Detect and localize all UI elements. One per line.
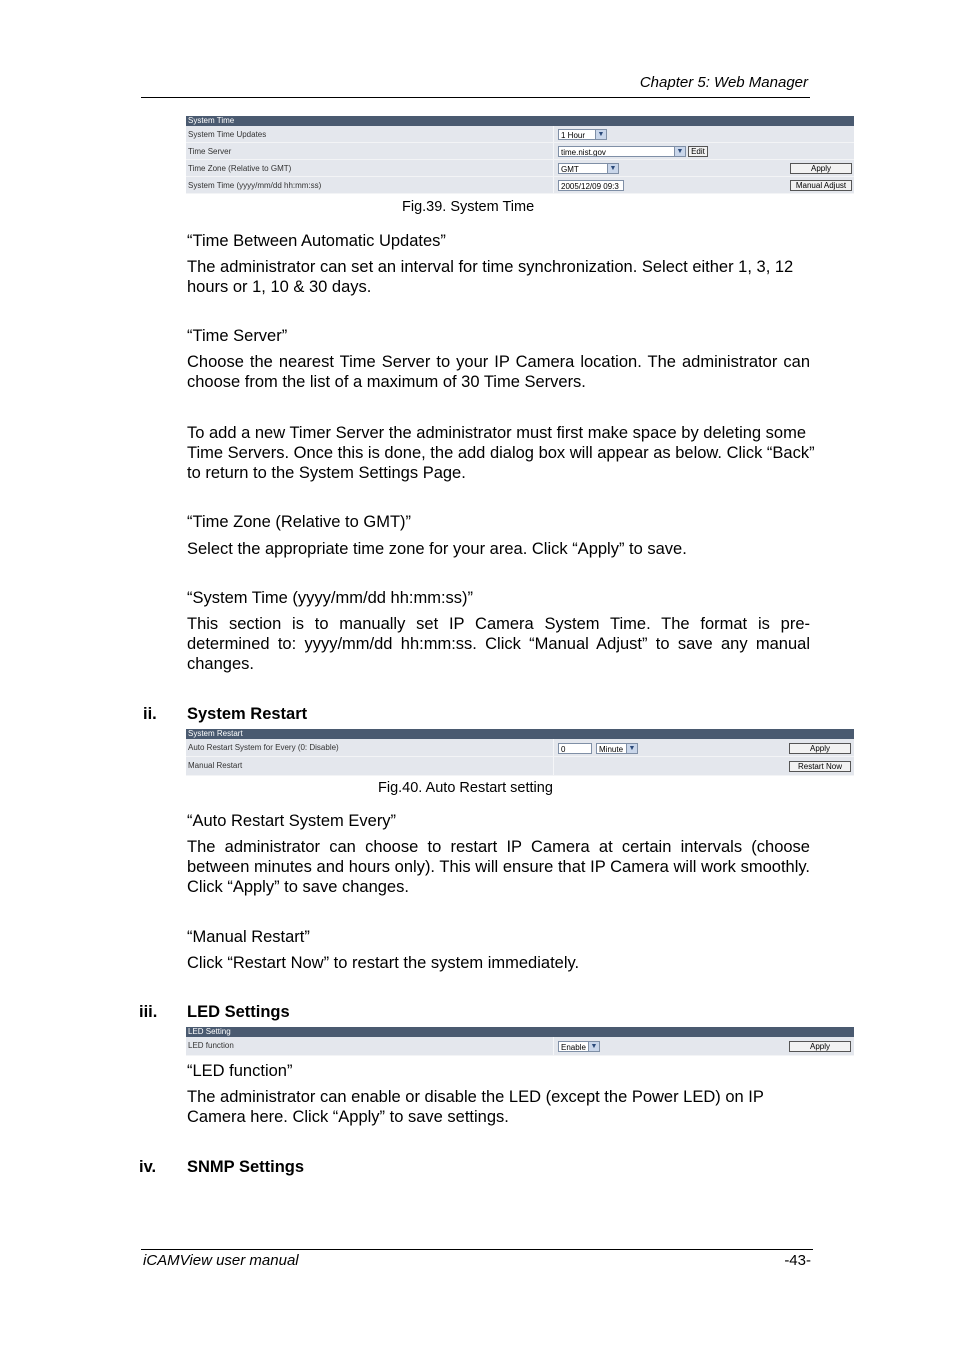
apply-button[interactable]: Apply — [789, 1041, 851, 1052]
zone-title: “Time Zone (Relative to GMT)” — [187, 513, 412, 531]
led-function-body: The administrator can enable or disable the LED (except the Power LED) on IP Camera here. Click “Apply” to save settings. — [187, 1088, 764, 1126]
footer-manual-title: iCAMView user manual — [143, 1252, 299, 1269]
add-server-body: To add a new Timer Server the administrator must first make space by deleting some Time Servers. Once this is done, the add dialog box will appear as below. Click “Back” to return to the System Settings Page. — [187, 424, 815, 482]
select-value: Enable — [561, 1043, 586, 1052]
server-title: “Time Server” — [187, 327, 288, 345]
updates-title: “Time Between Automatic Updates” — [187, 232, 446, 250]
section-number: iii. — [139, 1003, 158, 1021]
row-label: Time Zone (Relative to GMT) — [188, 164, 292, 173]
chevron-down-icon: ▼ — [626, 744, 637, 753]
panel-title: LED Setting — [186, 1027, 854, 1037]
led-function-title: “LED function” — [187, 1062, 293, 1080]
led-setting-panel — [186, 1027, 854, 1056]
header-rule — [141, 97, 810, 98]
row-label: System Time Updates — [188, 130, 267, 139]
auto-restart-title: “Auto Restart System Every” — [187, 812, 397, 830]
section-number: ii. — [143, 705, 157, 723]
row-auto-restart — [186, 739, 854, 757]
row-time-zone — [186, 160, 854, 177]
updates-body: The administrator can set an interval for time synchronization. Select either 1, 3, 12 hours or 1, 10 & 30 days. — [187, 258, 794, 296]
row-label: LED function — [188, 1041, 234, 1050]
manual-restart-title: “Manual Restart” — [187, 928, 310, 946]
row-label: Auto Restart System for Every (0: Disable) — [188, 743, 339, 752]
manual-restart-body: Click “Restart Now” to restart the system immediately. — [187, 954, 580, 972]
select-value: Minute — [599, 745, 624, 754]
restart-unit-select[interactable] — [596, 743, 638, 754]
row-system-time — [186, 177, 854, 194]
row-label: Manual Restart — [188, 761, 243, 770]
manual-adjust-button[interactable]: Manual Adjust — [790, 180, 852, 191]
row-led-function — [186, 1037, 854, 1056]
systime-body: This section is to manually set IP Camera System Time. The format is pre-determined to: yyyy/mm/dd hh:mm:ss. Click “Manual Adjust” to save any manual changes. — [187, 615, 810, 673]
systime-title: “System Time (yyyy/mm/dd hh:mm:ss)” — [187, 589, 474, 607]
section-number: iv. — [139, 1158, 157, 1176]
fig40-caption: Fig.40. Auto Restart setting — [378, 780, 553, 796]
select-value: 1 Hour — [561, 131, 586, 140]
chevron-down-icon: ▼ — [674, 147, 685, 156]
auto-restart-body: The administrator can choose to restart IP Camera at certain intervals (choose between minutes and hours only). This will ensure that IP Camera will work smoothly. Click “Apply” to save changes. — [187, 838, 810, 896]
system-time-input[interactable]: 2005/12/09 09:3 — [558, 180, 624, 191]
row-manual-restart — [186, 757, 854, 776]
led-function-select[interactable] — [558, 1041, 600, 1052]
restart-heading: System Restart — [187, 705, 308, 723]
apply-button[interactable]: Apply — [789, 743, 851, 754]
time-zone-select[interactable] — [558, 163, 619, 174]
chevron-down-icon: ▼ — [607, 164, 618, 173]
restart-now-button[interactable]: Restart Now — [789, 761, 851, 772]
system-time-panel — [186, 116, 854, 194]
system-restart-panel — [186, 729, 854, 775]
edit-button[interactable]: Edit — [688, 146, 708, 157]
select-value: time.nist.gov — [561, 148, 606, 157]
time-server-select[interactable] — [558, 146, 686, 157]
footer-rule — [141, 1249, 813, 1250]
page-number: -43- — [784, 1252, 811, 1269]
chevron-down-icon: ▼ — [595, 130, 606, 139]
select-value: GMT — [561, 165, 579, 174]
row-label: System Time (yyyy/mm/dd hh:mm:ss) — [188, 181, 322, 190]
apply-button[interactable]: Apply — [790, 163, 852, 174]
snmp-heading: SNMP Settings — [187, 1158, 305, 1176]
chevron-down-icon: ▼ — [588, 1042, 599, 1051]
row-label: Time Server — [188, 147, 232, 156]
chapter-header: Chapter 5: Web Manager — [639, 74, 808, 91]
zone-body: Select the appropriate time zone for your area. Click “Apply” to save. — [187, 540, 687, 558]
fig39-caption: Fig.39. System Time — [402, 199, 535, 215]
led-heading: LED Settings — [187, 1003, 290, 1021]
panel-title: System Restart — [186, 729, 854, 739]
panel-title: System Time — [186, 116, 854, 126]
auto-restart-input[interactable]: 0 — [558, 743, 592, 754]
row-system-time-updates — [186, 126, 854, 143]
updates-select[interactable] — [558, 129, 607, 140]
row-time-server — [186, 143, 854, 160]
server-body: Choose the nearest Time Server to your IP Camera location. The administrator can choose from the list of a maximum of 30 Time Servers. — [187, 353, 810, 391]
